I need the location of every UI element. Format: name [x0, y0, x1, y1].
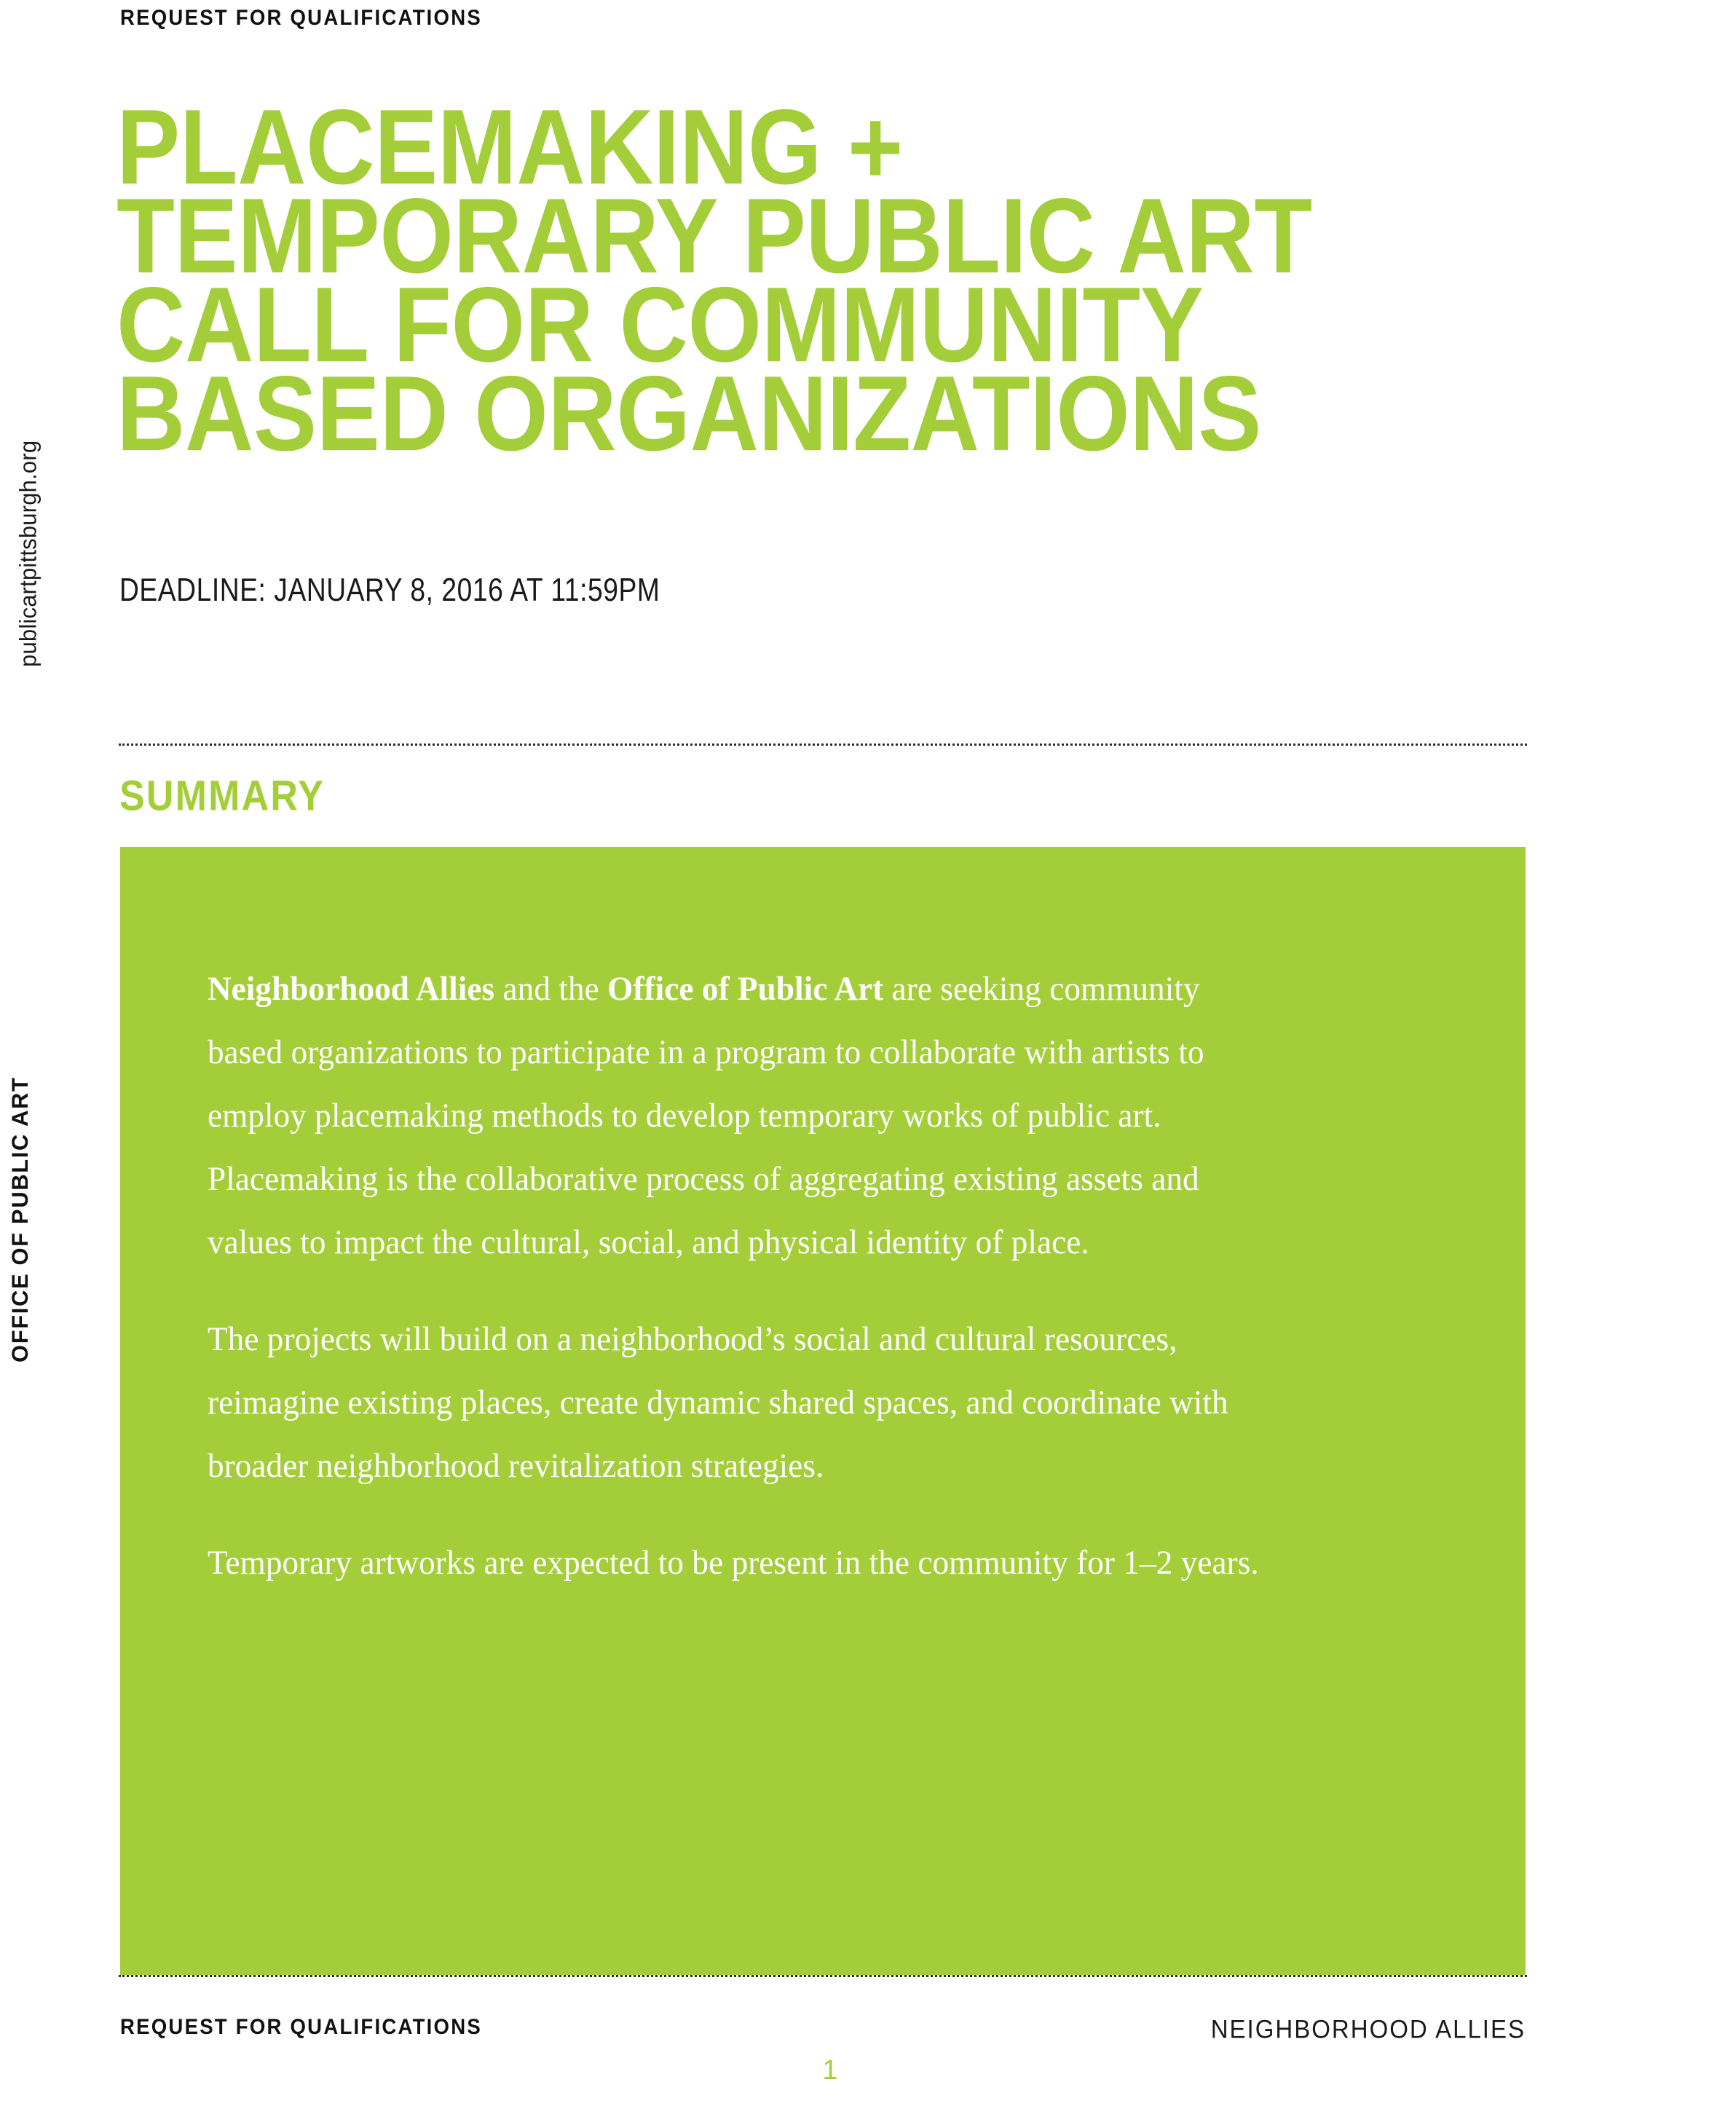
divider-bottom [119, 1975, 1527, 1977]
footer-page-number: 1 [822, 2055, 838, 2086]
sidebar-organization-name: OFFICE OF PUBLIC ART [7, 1076, 33, 1362]
summary-paragraph-2: The projects will build on a neighborhood’s social and cultural resources, reimagine existing places, create dynamic shared spaces, and coordinate with broader neighborhood revitalization strategies. [208, 1320, 1228, 1485]
summary-paragraph-1: Neighborhood Allies and the Office of Public Art are seeking community based organizations to participate in a program to collaborate with artists to employ placemaking methods to develop temporary works of public art. Placemaking is the collaborative process of aggregating existing assets and values to impact the cultural, social, and physical identity of place. [208, 970, 1204, 1261]
title-line-3: CALL FOR COMMUNITY [117, 266, 1204, 384]
summary-panel-content [208, 958, 1322, 1595]
page-title [117, 88, 1573, 474]
title-line-1: PLACEMAKING + [117, 88, 903, 207]
footer-left-label: REQUEST FOR QUALIFICATIONS [120, 2015, 482, 2039]
title-line-4: BASED ORGANIZATIONS [117, 355, 1261, 474]
document-header-label: REQUEST FOR QUALIFICATIONS [120, 6, 482, 30]
summary-paragraph-3: Temporary artworks are expected to be present in the community for 1–2 years. [208, 1544, 1259, 1582]
sidebar-website-url[interactable]: publicartpittsburgh.org [15, 440, 42, 667]
summary-panel [120, 847, 1526, 1975]
footer-right-label: NEIGHBORHOOD ALLIES [1210, 2014, 1526, 2043]
title-line-2: TEMPORARY PUBLIC ART [117, 177, 1312, 296]
divider-top [119, 744, 1527, 746]
deadline-text: DEADLINE: JANUARY 8, 2016 AT 11:59PM [119, 572, 660, 609]
summary-heading: SUMMARY [119, 773, 326, 821]
sidebar-vertical-branding [0, 0, 66, 2106]
